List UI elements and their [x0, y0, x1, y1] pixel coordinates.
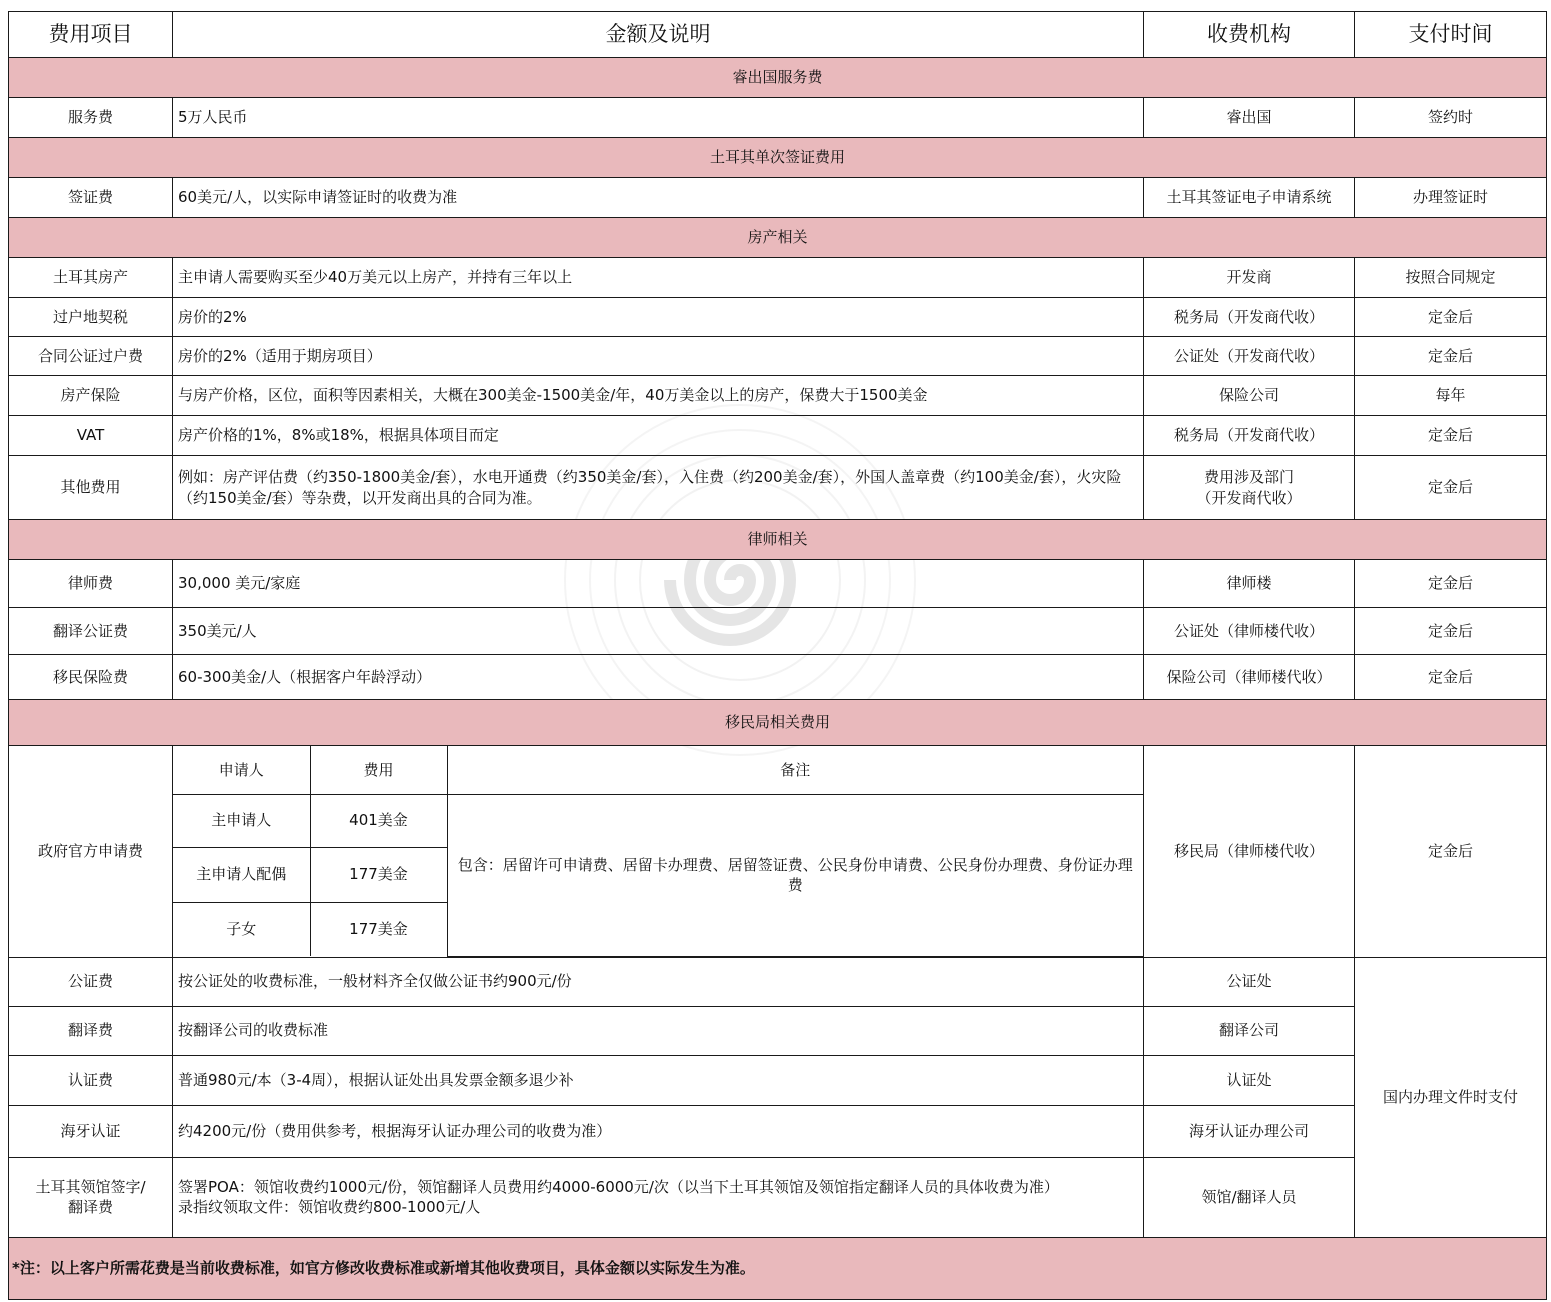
header-desc: 金额及说明	[173, 12, 1144, 58]
section-visa: 土耳其单次签证费用	[9, 138, 1547, 178]
org-line: 费用涉及部门	[1203, 468, 1294, 487]
org-cell: 保险公司	[1144, 376, 1355, 416]
org-cell: 睿出国	[1144, 98, 1355, 138]
item-cell: 其他费用	[9, 456, 173, 520]
time-cell-domestic: 国内办理文件时支付	[1355, 957, 1547, 1237]
desc-cell: 按公证处的收费标准，一般材料齐全仅做公证书约900元/份	[173, 957, 1144, 1006]
org-cell: 公证处（律师楼代收）	[1144, 608, 1355, 655]
desc-cell: 房价的2%	[173, 298, 1144, 337]
org-cell: 公证处（开发商代收）	[1144, 337, 1355, 376]
section-row	[9, 138, 1547, 178]
item-cell: 海牙认证	[9, 1105, 173, 1157]
applicant-fee: 401美金	[310, 794, 447, 847]
org-cell: 土耳其签证电子申请系统	[1144, 178, 1355, 218]
desc-cell: 主申请人需要购买至少40万美元以上房产，并持有三年以上	[173, 258, 1144, 298]
table-row	[9, 608, 1547, 655]
header-row	[9, 12, 1547, 58]
item-cell: 律师费	[9, 560, 173, 608]
section-row	[9, 700, 1547, 746]
table-row	[9, 1055, 1547, 1105]
table-row	[9, 298, 1547, 337]
time-cell: 定金后	[1355, 608, 1547, 655]
applicant-name: 主申请人配偶	[173, 847, 310, 902]
item-cell: 政府官方申请费	[9, 746, 173, 958]
item-cell: 签证费	[9, 178, 173, 218]
desc-cell	[173, 1157, 1144, 1237]
table-row	[9, 957, 1547, 1006]
section-lawyer: 律师相关	[9, 520, 1547, 560]
org-cell: 翻译公司	[1144, 1006, 1355, 1055]
desc-cell: 房产价格的1%，8%或18%，根据具体项目而定	[173, 416, 1144, 456]
table-row	[9, 337, 1547, 376]
org-cell: 律师楼	[1144, 560, 1355, 608]
section-row	[9, 218, 1547, 258]
desc-cell: 与房产价格，区位，面积等因素相关，大概在300美金-1500美金/年，40万美金以上的房产，保费大于1500美金	[173, 376, 1144, 416]
desc-cell: 房价的2%（适用于期房项目）	[173, 337, 1144, 376]
org-cell: 领馆/翻译人员	[1144, 1157, 1355, 1237]
org-cell: 移民局（律师楼代收）	[1144, 746, 1355, 958]
table-row	[9, 1105, 1547, 1157]
time-cell: 定金后	[1355, 298, 1547, 337]
org-cell: 公证处	[1144, 957, 1355, 1006]
table-row	[9, 655, 1547, 700]
desc-cell: 例如：房产评估费（约350-1800美金/套），水电开通费（约350美金/套），入住费（约200美金/套），外国人盖章费（约100美金/套），火灾险（约150美金/套）等杂费，以开发商出具的合同为准。	[173, 456, 1144, 520]
item-cell: VAT	[9, 416, 173, 456]
desc-cell: 5万人民币	[173, 98, 1144, 138]
time-cell: 定金后	[1355, 655, 1547, 700]
subheader-fee: 费用	[310, 746, 447, 794]
subtable-header-row	[173, 746, 1143, 794]
time-cell: 定金后	[1355, 560, 1547, 608]
fee-table	[8, 11, 1547, 1300]
desc-cell: 约4200元/份（费用供参考，根据海牙认证办理公司的收费为准）	[173, 1105, 1144, 1157]
time-cell: 按照合同规定	[1355, 258, 1547, 298]
table-row	[9, 746, 1547, 958]
desc-cell: 30,000 美元/家庭	[173, 560, 1144, 608]
org-cell: 税务局（开发商代收）	[1144, 298, 1355, 337]
org-cell: 认证处	[1144, 1055, 1355, 1105]
table-row	[9, 1157, 1547, 1237]
time-cell: 定金后	[1355, 746, 1547, 958]
desc-cell: 60美元/人，以实际申请签证时的收费为准	[173, 178, 1144, 218]
org-line: （开发商代收）	[1196, 488, 1302, 507]
time-cell: 定金后	[1355, 456, 1547, 520]
item-line: 土耳其领馆签字/	[35, 1177, 146, 1196]
section-row	[9, 58, 1547, 98]
item-cell: 翻译公证费	[9, 608, 173, 655]
org-cell: 税务局（开发商代收）	[1144, 416, 1355, 456]
gov-fee-detail-cell	[173, 746, 1144, 958]
item-cell: 公证费	[9, 957, 173, 1006]
item-cell: 移民保险费	[9, 655, 173, 700]
time-cell: 每年	[1355, 376, 1547, 416]
item-cell: 合同公证过户费	[9, 337, 173, 376]
subtable-row	[173, 794, 1143, 847]
time-cell: 定金后	[1355, 337, 1547, 376]
org-cell	[1144, 456, 1355, 520]
desc-line: 录指纹领取文件：领馆收费约800-1000元/人	[178, 1198, 481, 1216]
item-line: 翻译费	[67, 1198, 113, 1216]
item-cell	[9, 1157, 173, 1237]
subheader-applicant: 申请人	[173, 746, 310, 794]
desc-cell: 普通980元/本（3-4周），根据认证处出具发票金额多退少补	[173, 1055, 1144, 1105]
table-row	[9, 456, 1547, 520]
gov-fee-note: 包含：居留许可申请费、居留卡办理费、居留签证费、公民身份申请费、公民身份办理费、身份证办理费	[447, 794, 1143, 956]
item-cell: 翻译费	[9, 1006, 173, 1055]
table-row	[9, 178, 1547, 218]
item-cell: 服务费	[9, 98, 173, 138]
section-service: 睿出国服务费	[9, 58, 1547, 98]
header-time: 支付时间	[1355, 12, 1547, 58]
gov-fee-subtable	[173, 746, 1143, 957]
applicant-name: 子女	[173, 902, 310, 956]
table-row	[9, 98, 1547, 138]
time-cell: 签约时	[1355, 98, 1547, 138]
table-row	[9, 416, 1547, 456]
header-item: 费用项目	[9, 12, 173, 58]
table-row	[9, 376, 1547, 416]
footnote: *注：以上客户所需花费是当前收费标准，如官方修改收费标准或新增其他收费项目，具体金额以实际发生为准。	[9, 1237, 1547, 1299]
applicant-fee: 177美金	[310, 847, 447, 902]
item-cell: 认证费	[9, 1055, 173, 1105]
desc-line: 签署POA：领馆收费约1000元/份，领馆翻译人员费用约4000-6000元/次（以当下土耳其领馆及领馆指定翻译人员的具体收费为准）	[178, 1177, 1059, 1196]
desc-cell: 350美元/人	[173, 608, 1144, 655]
applicant-name: 主申请人	[173, 794, 310, 847]
time-cell: 定金后	[1355, 416, 1547, 456]
time-cell: 办理签证时	[1355, 178, 1547, 218]
footnote-row	[9, 1237, 1547, 1299]
subheader-note: 备注	[447, 746, 1143, 794]
table-row	[9, 258, 1547, 298]
org-cell: 海牙认证办理公司	[1144, 1105, 1355, 1157]
org-cell: 开发商	[1144, 258, 1355, 298]
header-org: 收费机构	[1144, 12, 1355, 58]
section-row	[9, 520, 1547, 560]
org-cell: 保险公司（律师楼代收）	[1144, 655, 1355, 700]
table-row	[9, 1006, 1547, 1055]
applicant-fee: 177美金	[310, 902, 447, 956]
table-row	[9, 560, 1547, 608]
item-cell: 土耳其房产	[9, 258, 173, 298]
desc-cell: 60-300美金/人（根据客户年龄浮动）	[173, 655, 1144, 700]
section-property: 房产相关	[9, 218, 1547, 258]
item-cell: 房产保险	[9, 376, 173, 416]
section-immigration: 移民局相关费用	[9, 700, 1547, 746]
desc-cell: 按翻译公司的收费标准	[173, 1006, 1144, 1055]
item-cell: 过户地契税	[9, 298, 173, 337]
